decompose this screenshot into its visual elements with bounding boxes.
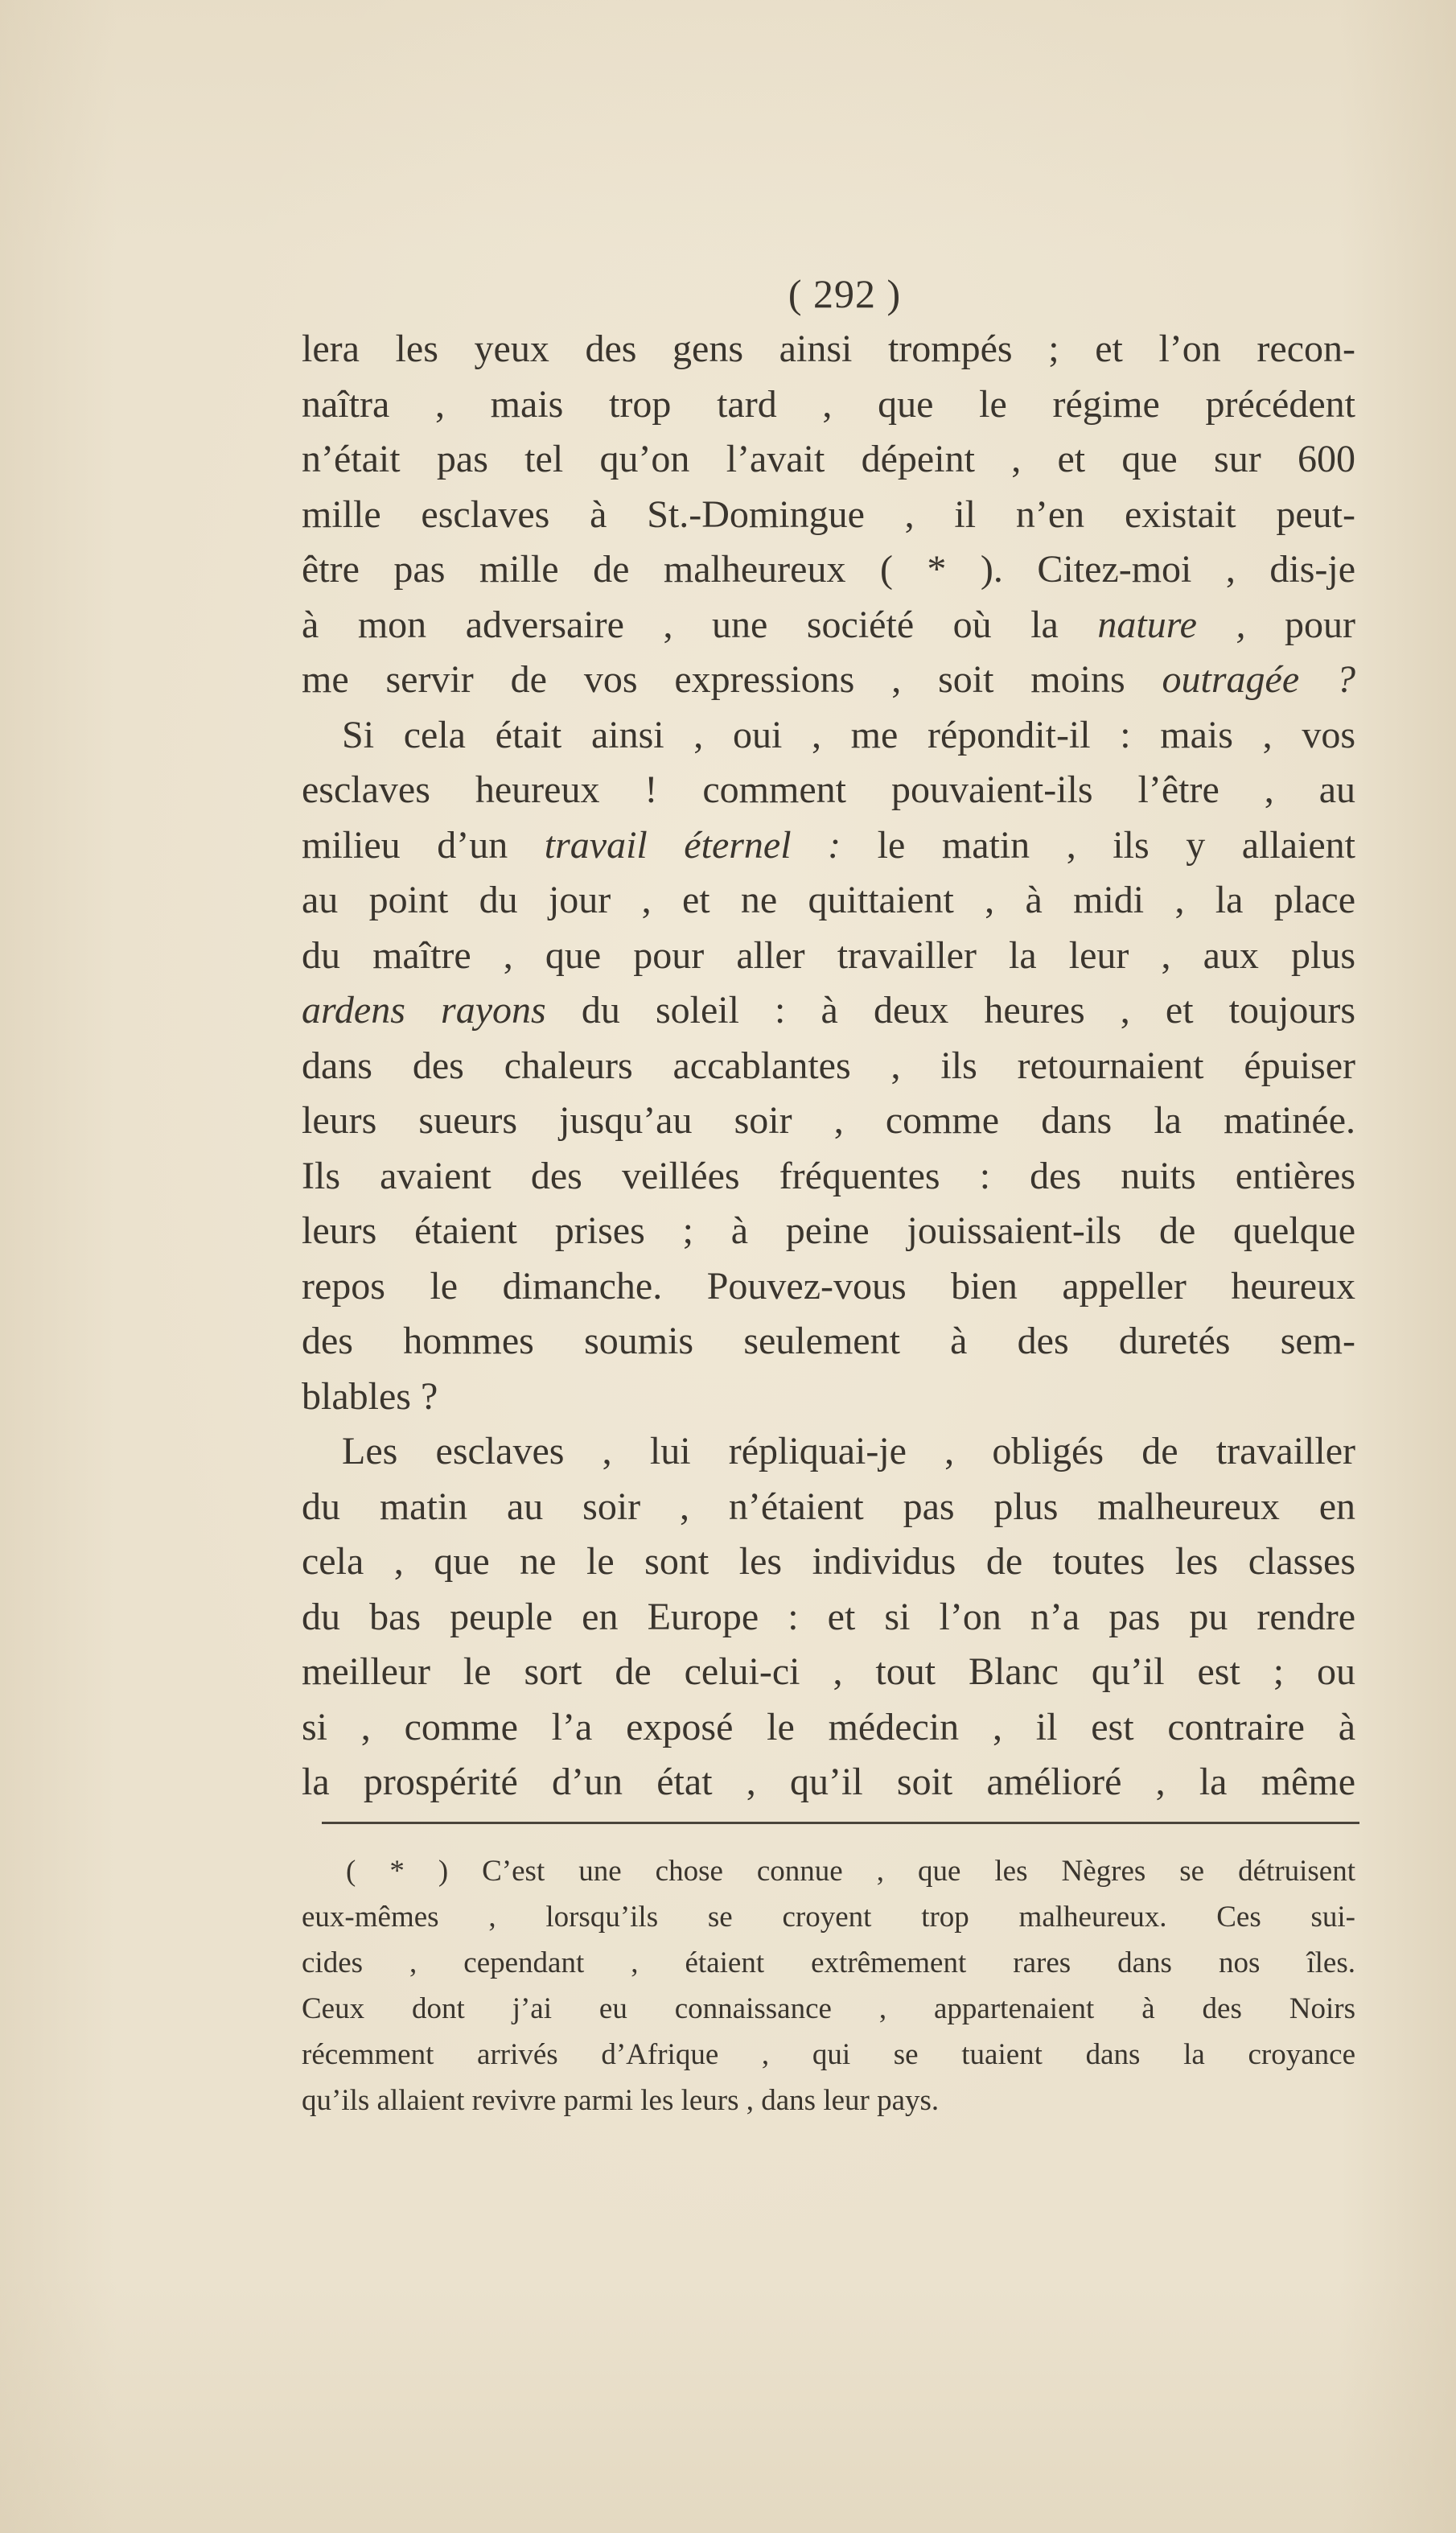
text-line: leurs étaient prises ; à peine jouissaient-ils de quelque <box>302 1209 1355 1252</box>
footnote-line: qu’ils allaient revivre parmi les leurs , dans leur pays. <box>302 2083 940 2117</box>
text-line: Les esclaves , lui répliquai-je , obligés de travailler <box>342 1430 1355 1472</box>
text-line: mille esclaves à St.-Domingue , il n’en existait peut- <box>302 492 1355 536</box>
text-line: naîtra , mais trop tard , que le régime précédent <box>302 382 1355 426</box>
text-line: me servir de vos expressions , soit moins outragée ? <box>302 658 1356 701</box>
italic-phrase: outragée ? <box>1162 658 1356 701</box>
text-line: Si cela était ainsi , oui , me répondit-il : mais , vos <box>342 713 1355 756</box>
text-line: du maître , que pour aller travailler la leur , aux plus <box>302 933 1355 977</box>
text-line: à mon adversaire , une société où la nature , pour <box>302 603 1356 646</box>
text-line: milieu d’un travail éternel : le matin , ils y allaient <box>302 823 1355 867</box>
text-line: repos le dimanche. Pouvez-vous bien appeller heureux <box>302 1264 1355 1308</box>
footnote-line: Ceux dont j’ai eu connaissance , appartenaient à des Noirs <box>302 1991 1355 2025</box>
text-line: Ils avaient des veillées fréquentes : des nuits entières <box>302 1154 1355 1197</box>
italic-phrase: nature , <box>1097 603 1246 646</box>
italic-phrase: ardens rayons <box>302 989 546 1032</box>
text-line: du bas peuple en Europe : et si l’on n’a pas pu rendre <box>302 1595 1355 1638</box>
text-line: leurs sueurs jusqu’au soir , comme dans la matinée. <box>302 1099 1355 1142</box>
text-line: des hommes soumis seulement à des duretés sem- <box>302 1320 1355 1362</box>
book-page <box>302 266 1355 2123</box>
footnote <box>302 1848 1355 2123</box>
text-line: être pas mille de malheureux ( * ). Citez-moi , dis-je <box>302 548 1355 591</box>
text-line: si , comme l’a exposé le médecin , il est contraire à <box>302 1705 1355 1748</box>
text-line: lera les yeux des gens ainsi trompés ; et l’on recon- <box>302 327 1355 370</box>
text-line: meilleur le sort de celui-ci , tout Blanc qu’il est ; ou <box>302 1650 1355 1693</box>
text-line: n’était pas tel qu’on l’avait dépeint , et que sur 600 <box>302 438 1355 480</box>
text-line: la prospérité d’un état , qu’il soit amélioré , la même <box>302 1761 1355 1803</box>
italic-phrase: travail éternel : <box>544 823 841 867</box>
text-line: ardens rayons du soleil : à deux heures , et toujours <box>302 989 1356 1032</box>
footnote-line: eux-mêmes , lorsqu’ils se croyent trop malheureux. Ces sui- <box>302 1900 1355 1934</box>
text-line: esclaves heureux ! comment pouvaient-ils l’être , au <box>302 768 1355 811</box>
page-number: ( 292 ) <box>788 271 902 316</box>
text-line: au point du jour , et ne quittaient , à midi , la place <box>302 879 1355 921</box>
footnote-line: récemment arrivés d’Afrique , qui se tuaient dans la croyance <box>302 2037 1355 2071</box>
text-line: blables ? <box>302 1374 438 1418</box>
text-line: du matin au soir , n’étaient pas plus malheureux en <box>302 1485 1355 1528</box>
footnote-rule <box>322 1822 1359 1824</box>
footnote-line: ( * ) C’est une chose connue , que les Nègres se détruisent <box>346 1854 1355 1888</box>
main-text <box>302 322 1355 1810</box>
text-line: dans des chaleurs accablantes , ils retournaient épuiser <box>302 1044 1355 1087</box>
footnote-line: cides , cependant , étaient extrêmement rares dans nos îles. <box>302 1946 1355 1979</box>
text-line: cela , que ne le sont les individus de toutes les classes <box>302 1540 1355 1583</box>
